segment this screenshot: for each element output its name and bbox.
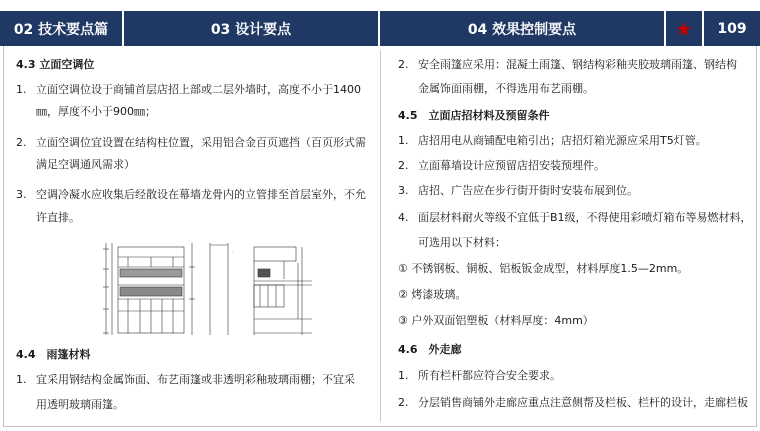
list-item — [16, 188, 366, 202]
header-bar — [0, 11, 760, 46]
list-number: 1. — [16, 83, 27, 96]
list-text: 店招用电从商铺配电箱引出；店招灯箱光源应采用T5灯管。 — [418, 134, 707, 147]
list-text: 分层销售商铺外走廊应重点注意侧帮及栏板、栏杆的设计，走廊栏板 — [418, 396, 748, 409]
list-number: 1. — [398, 369, 409, 382]
list-item — [16, 373, 355, 387]
list-text-continued: 许直排。 — [36, 211, 80, 224]
facade-elevation-drawing — [98, 239, 322, 339]
list-number: 2. — [398, 58, 409, 71]
list-text: 宜采用钢结构金属饰面、布艺雨篷或非透明彩釉玻璃雨棚；不宜采 — [36, 373, 355, 386]
page-number: 109 — [704, 11, 760, 46]
list-item — [398, 58, 737, 72]
list-item — [398, 396, 748, 410]
list-number: 1. — [16, 373, 27, 386]
list-number: 3. — [16, 188, 27, 201]
list-item — [398, 369, 561, 383]
list-number: 2. — [16, 136, 27, 149]
list-text: 安全雨篷应采用：混凝土雨篷、钢结构彩釉夹胶玻璃雨篷、钢结构 — [418, 58, 737, 71]
list-text-continued: 用透明玻璃雨篷。 — [36, 398, 124, 411]
list-number: 4. — [398, 211, 409, 224]
list-text: 空调冷凝水应收集后经散设在幕墙龙骨内的立管排至首层室外，不允 — [36, 188, 366, 201]
list-text-continued: 金属饰面雨棚，不得选用布艺雨棚。 — [418, 82, 594, 95]
material-option: ① 不锈钢板、铜板、铝板钣金成型，材料厚度1.5—2mm。 — [398, 262, 689, 275]
list-number: 2. — [398, 396, 409, 409]
tab-effect-control-points[interactable]: 04 效果控制要点 — [380, 11, 666, 46]
list-text: 立面空调位宜设置在结构柱位置，采用铝合金百页遮挡（百页形式需 — [36, 136, 366, 149]
list-text-continued: ㎜，厚度不小于900㎜； — [36, 105, 156, 118]
section-heading-4-3: 4.3 立面空调位 — [16, 58, 95, 71]
tab-design-points[interactable]: 03 设计要点 — [124, 11, 380, 46]
list-item — [398, 211, 752, 225]
list-item — [16, 83, 361, 97]
tab-technical-points[interactable]: 02 技术要点篇 — [0, 11, 124, 46]
list-text: 立面幕墙设计应预留店招安装预埋件。 — [418, 159, 605, 172]
column-divider — [380, 50, 381, 422]
list-text: 面层材料耐火等级不宜低于B1级，不得使用彩喷灯箱布等易燃材料， — [418, 211, 752, 224]
list-number: 2. — [398, 159, 409, 172]
list-item — [398, 134, 707, 148]
section-heading-4-4: 4.4 雨篷材料 — [16, 348, 91, 361]
list-text: 立面空调位设于商铺首层店招上部或二层外墙时，高度不小于1400 — [36, 83, 361, 96]
material-option: ② 烤漆玻璃。 — [398, 288, 467, 301]
list-text: 所有栏杆都应符合安全要求。 — [418, 369, 561, 382]
material-option: ③ 户外双面铝塑板（材料厚度：4mm） — [398, 314, 594, 327]
star-icon: ★ — [666, 11, 704, 46]
section-heading-4-5: 4.5 立面店招材料及预留条件 — [398, 109, 550, 122]
list-number: 1. — [398, 134, 409, 147]
list-item — [16, 136, 366, 150]
list-item — [398, 184, 638, 198]
list-text-continued: 可选用以下材料： — [418, 236, 506, 249]
list-item — [398, 159, 605, 173]
list-text: 店招、广告应在步行街开街时安装布展到位。 — [418, 184, 638, 197]
svg-text:.: . — [232, 249, 234, 254]
section-heading-4-6: 4.6 外走廊 — [398, 343, 462, 356]
list-text-continued: 满足空调通风需求） — [36, 158, 135, 171]
list-number: 3. — [398, 184, 409, 197]
